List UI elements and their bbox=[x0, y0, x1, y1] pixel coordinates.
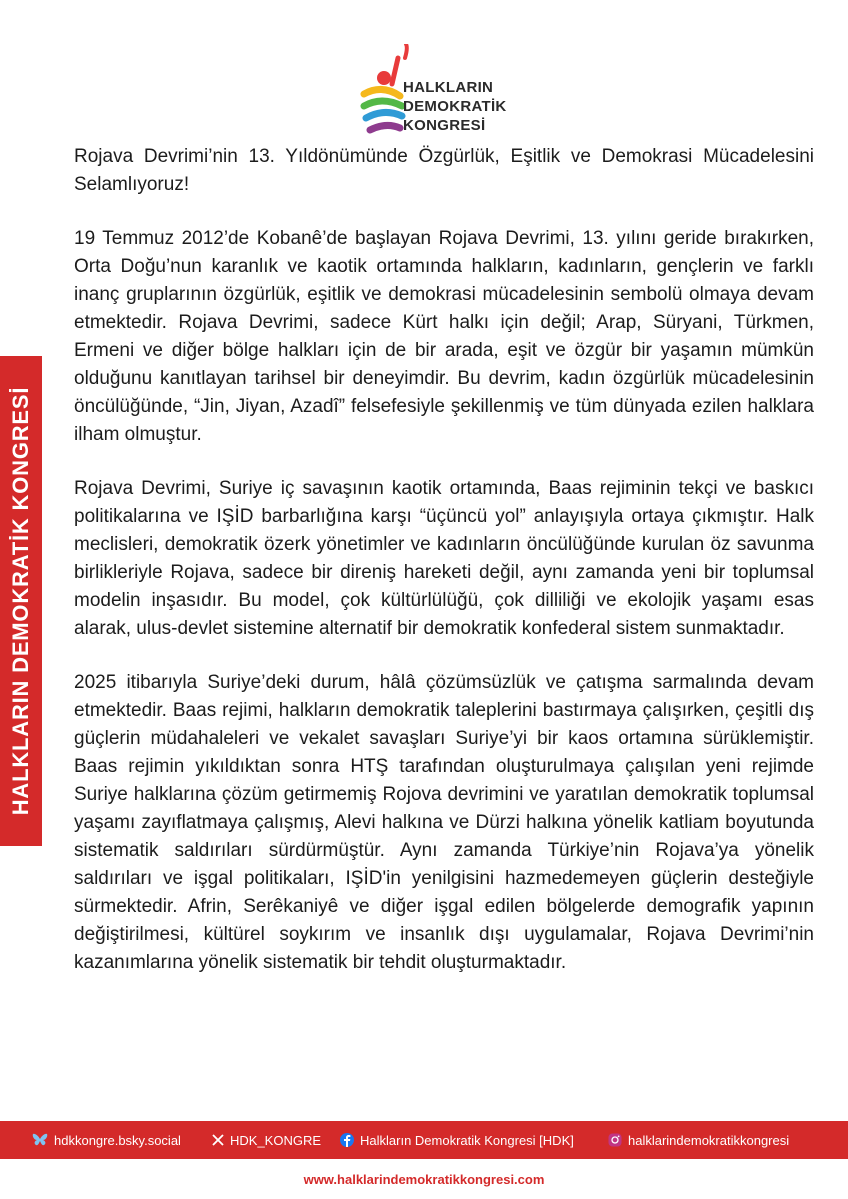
x-link[interactable] bbox=[212, 1121, 321, 1159]
bluesky-link[interactable] bbox=[32, 1121, 181, 1159]
facebook-link[interactable] bbox=[340, 1121, 574, 1159]
facebook-handle: Halkların Demokratik Kongresi [HDK] bbox=[360, 1132, 574, 1148]
paragraph-1: 19 Temmuz 2012’de Kobanê’de başlayan Rojava Devrimi, 13. yılını geride bırakırken, Orta Doğu’nun karanlık ve kaotik ortamında halkların, kadınların, gençlerin ve farklı inanç gruplarının özgürlük, eşitlik ve demokrasi mücadelesinin sembolü olmaya devam etmektedir. Rojava Devrimi, sadece Kürt halkı için değil; Arap, Süryani, Türkmen, Ermeni ve diğer bölge halkları için de bir arada, eşit ve özgür bir yaşamın mümkün olduğunu kanıtlayan tarihsel bir deneyimdir. Bu devrim, kadın özgürlük mücadelesinin öncülüğünde, “Jin, Jiyan, Azadî” felsefesiyle şekillenmiş ve tüm dünyada ezilen halklara ilham olmuştur. bbox=[74, 228, 814, 445]
x-icon bbox=[212, 1134, 224, 1146]
logo-wordmark bbox=[403, 78, 507, 135]
instagram-handle: halklarindemokratikkongresi bbox=[628, 1132, 790, 1148]
logo-line-2: DEMOKRATİK bbox=[403, 98, 507, 115]
paragraph-3: 2025 itibarıyla Suriye’deki durum, hâlâ çözümsüzlük ve çatışma sarmalında devam etmektedir. Baas rejimi, halkların demokratik taleplerini bastırmaya çalışırken, çeşitli dış güçlerin müdahaleleri ve vekalet savaşları Suriye’yi bir kaos ortamına sürüklemiştir. Baas rejimin yıkıldıktan sonra HTŞ tarafından oluşturulmaya çalışılan yeni rejimde Suriye halklarına çözüm getirmemiş Rojova devrimini ve yaratılan demokratik toplumsal yaşamı zayıflatmaya çalışmış, Alevi halkına ve Dürzi halkına yönelik katliam boyutunda sistematik saldırıları sürdürmüştür. Aynı zamanda Türkiye’nin Rojava’ya yönelik saldırıları ve işgal politikaları, IŞİD'in yenilgisini hazmedemeyen güçlerin desteğiyle sürmektedir. Afrin, Serêkaniyê ve diğer işgal edilen bölgelerde demografik yapının değiştirilmesi, kültürel soykırım ve insanlık dışı uygulamalar, Rojava Devrimi’nin kazanımlarına yönelik sistematik bir tehdit oluşturmaktadır. bbox=[74, 672, 814, 973]
logo-line-3: KONGRESİ bbox=[403, 117, 486, 134]
instagram-icon bbox=[608, 1133, 622, 1147]
website-link[interactable]: www.halklarindemokratikkongresi.com bbox=[303, 1172, 545, 1187]
x-handle: HDK_KONGRE bbox=[230, 1132, 322, 1148]
paragraph-2: Rojava Devrimi, Suriye iç savaşının kaotik ortamında, Baas rejiminin tekçi ve baskıcı politikalarına ve IŞİD barbarlığına karşı “üçüncü yol” anlayışıyla ortaya çıkmıştır. Halk meclisleri, demokratik özerk yönetimler ve kadınların öncülüğünde kurulan öz savunma birlikleriyle Rojava, sadece bir direniş hareketi değil, aynı zamanda yeni bir toplumsal modelin inşasıdır. Bu model, çok kültürlülüğü, çok dilliliği ve ekolojik yaşamı esas alarak, ulus-devlet sistemine alternatif bir demokratik konfederal sistem sunmaktadır. bbox=[74, 478, 814, 639]
side-banner-text: HALKLARIN DEMOKRATİK KONGRESİ bbox=[8, 386, 33, 816]
instagram-link[interactable] bbox=[608, 1121, 789, 1159]
logo-line-1: HALKLARIN bbox=[403, 79, 494, 96]
statement-body bbox=[74, 143, 814, 1003]
facebook-icon bbox=[340, 1133, 354, 1147]
bluesky-icon bbox=[32, 1133, 48, 1147]
footer-social-bar bbox=[0, 1121, 848, 1159]
statement-title: Rojava Devrimi’nin 13. Yıldönümünde Özgürlük, Eşitlik ve Demokrasi Mücadelesini Selamlıyoruz! bbox=[74, 146, 814, 195]
bluesky-handle: hdkkongre.bsky.social bbox=[54, 1132, 181, 1148]
